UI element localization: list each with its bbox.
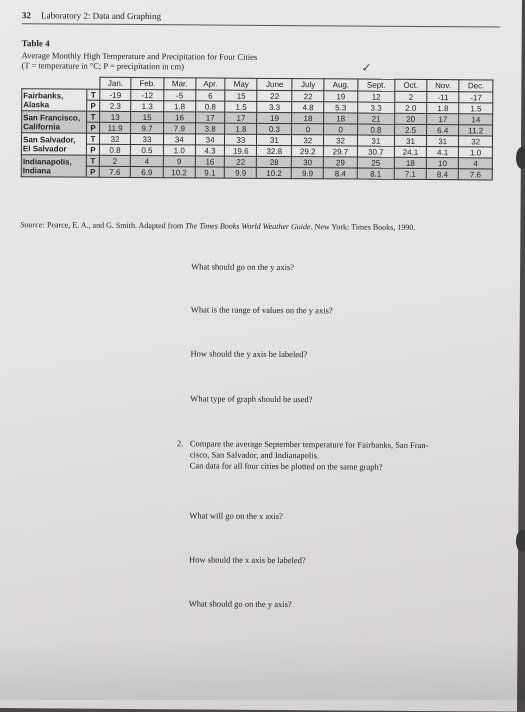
question-y-axis: What should go on the y axis?: [191, 261, 295, 273]
data-cell: -5: [164, 90, 196, 101]
month-header: Dec.: [459, 80, 493, 92]
data-cell: 0: [292, 124, 324, 135]
data-cell: 4.1: [426, 147, 458, 158]
city-name: San Francisco,: [23, 112, 81, 123]
city-region: Indiana: [22, 165, 51, 175]
data-cell: 2.0: [395, 102, 427, 113]
measure-code-cell: P: [86, 144, 99, 155]
data-cell: 19: [257, 112, 292, 123]
month-header: Feb.: [131, 77, 164, 89]
data-cell: 7.6: [459, 169, 493, 180]
data-cell: -11: [427, 92, 459, 103]
table-source: [20, 220, 415, 232]
data-cell: 0.8: [357, 124, 394, 135]
source-authors: Pearce, E. A., and G. Smith. Adapted from: [44, 220, 186, 231]
data-cell: 0: [324, 124, 358, 135]
data-cell: 1.3: [131, 100, 164, 111]
data-cell: 0.3: [257, 123, 292, 134]
city-name: Indianapolis,: [22, 156, 72, 167]
question-2-line-1: Compare the average September temperature for Fairbanks, San Fran-: [189, 438, 429, 451]
month-header: Apr.: [196, 78, 226, 90]
data-cell: 33: [131, 133, 164, 144]
data-cell: 31: [357, 135, 394, 146]
question-2-prompt: [190, 438, 429, 473]
page-header: [22, 10, 161, 21]
data-cell: 1.8: [427, 103, 459, 114]
data-cell: 34: [195, 134, 225, 145]
data-cell: 0.5: [131, 144, 164, 155]
header-rule: [22, 23, 500, 27]
data-cell: 9.1: [195, 167, 225, 178]
pen-check-mark: ✓: [361, 60, 372, 75]
month-header: Mar.: [164, 78, 196, 90]
precipitation-row: [21, 166, 492, 180]
caption-line-2: (T = temperature in °C; P = precipitation in cm): [21, 60, 184, 72]
data-cell: 18: [324, 113, 358, 124]
month-header: Sept.: [358, 79, 395, 91]
data-cell: 18: [292, 113, 324, 124]
caption-line-1: Average Monthly High Temperature and Precipitation for Four Cities: [21, 50, 258, 62]
data-cell: 1.8: [225, 123, 257, 134]
blank-header-cell: [87, 77, 100, 89]
data-cell: 25: [357, 157, 394, 168]
data-cell: 4: [459, 158, 493, 169]
data-cell: 7.6: [99, 166, 130, 177]
data-cell: 0.8: [195, 101, 225, 112]
data-cell: 15: [131, 111, 164, 122]
question-graph-type: What type of graph should be used?: [190, 393, 313, 405]
data-cell: 8.1: [357, 168, 394, 179]
measure-code-cell: T: [86, 155, 99, 166]
data-cell: 5.3: [324, 102, 358, 113]
data-cell: 13: [100, 111, 131, 122]
data-cell: 9.7: [131, 122, 164, 133]
question-2-line-2: cisco, San Salvador, and Indianapolis.: [189, 449, 320, 461]
data-cell: 9.9: [225, 167, 257, 178]
city-name-cell: [21, 155, 86, 177]
data-cell: 17: [195, 112, 225, 123]
table-title: Table 4: [21, 38, 50, 49]
data-cell: 2.5: [395, 124, 427, 135]
data-cell: 3.8: [195, 123, 225, 134]
source-publisher: . New York: Times Books, 1990.: [310, 222, 416, 232]
month-header: May: [225, 78, 257, 90]
data-cell: 8.4: [324, 168, 358, 179]
data-cell: 29.7: [324, 146, 358, 157]
data-cell: 16: [163, 112, 195, 123]
binder-hole: [516, 530, 525, 552]
question-2-line-3: Can data for all four cities be plotted on the same graph?: [189, 460, 383, 472]
data-cell: 18: [394, 157, 426, 168]
data-cell: 2.3: [100, 100, 131, 111]
data-cell: 3.3: [257, 101, 292, 112]
city-region: Alaska: [23, 99, 50, 109]
month-header: July: [292, 79, 324, 91]
data-cell: 19.6: [225, 145, 257, 156]
question-y-label: How should the y axis be labeled?: [190, 348, 308, 360]
data-cell: 11.2: [459, 125, 493, 136]
data-cell: 28: [257, 156, 292, 167]
data-cell: 1.0: [459, 147, 493, 158]
data-cell: 2: [99, 155, 130, 166]
data-cell: 10.2: [163, 167, 195, 178]
data-cell: 16: [195, 156, 225, 167]
data-cell: 22: [292, 91, 324, 102]
data-cell: 9: [163, 156, 195, 167]
data-cell: 4: [130, 155, 163, 166]
data-cell: 32: [324, 135, 358, 146]
data-cell: 10.2: [257, 167, 292, 178]
temperature-precipitation-table: [21, 76, 494, 180]
data-cell: 7.9: [163, 123, 195, 134]
data-cell: 31: [426, 136, 458, 147]
data-cell: -19: [100, 89, 131, 100]
data-cell: 8.4: [426, 169, 458, 180]
month-header: Oct.: [395, 79, 427, 91]
question-x-axis: What will go on the x axis?: [189, 510, 283, 522]
measure-code-cell: P: [86, 166, 99, 177]
source-label: Source:: [20, 220, 46, 230]
data-cell: 29.2: [292, 146, 324, 157]
data-cell: -17: [459, 92, 493, 103]
data-cell: 14: [459, 114, 493, 125]
city-name: Fairbanks,: [23, 90, 64, 100]
data-cell: 2: [395, 91, 427, 102]
data-cell: 32.8: [257, 145, 292, 156]
data-cell: 1.5: [225, 101, 257, 112]
data-cell: 7.1: [394, 168, 426, 179]
data-cell: 17: [427, 114, 459, 125]
data-cell: 1.8: [164, 101, 196, 112]
data-cell: 6: [196, 90, 226, 101]
month-header: Aug.: [324, 79, 358, 91]
data-cell: 32: [99, 133, 130, 144]
data-cell: 24.1: [394, 146, 426, 157]
data-cell: 17: [225, 112, 257, 123]
data-cell: 21: [357, 113, 394, 124]
measure-code-cell: T: [87, 89, 100, 100]
question-y-range: What is the range of values on the y axis?: [190, 304, 333, 316]
data-cell: 34: [163, 134, 195, 145]
data-cell: 9.9: [292, 168, 324, 179]
city-name-cell: [22, 111, 87, 133]
chapter-title: Laboratory 2: Data and Graphing: [41, 10, 162, 22]
data-cell: 32: [292, 135, 324, 146]
month-header: Jan.: [100, 77, 131, 89]
data-cell: -12: [131, 89, 164, 100]
city-name: San Salvador,: [22, 134, 76, 145]
city-name-cell: [22, 89, 87, 111]
data-cell: 6.4: [427, 125, 459, 136]
data-cell: 22: [257, 90, 292, 101]
data-cell: 33: [225, 134, 257, 145]
question-y-axis-2: What should go on the y axis?: [188, 598, 292, 610]
blank-header-cell: [22, 77, 87, 89]
source-book-title: The Times Books World Weather Guide: [185, 221, 311, 232]
binder-hole: [516, 147, 525, 169]
city-region: El Salvador: [22, 143, 67, 154]
city-name-cell: [21, 133, 86, 155]
data-cell: 32: [459, 136, 493, 147]
data-cell: 4.8: [292, 102, 324, 113]
data-cell: 1.0: [163, 145, 195, 156]
measure-code-cell: P: [87, 122, 100, 133]
data-cell: 1.5: [459, 103, 493, 114]
table-caption: [21, 50, 257, 72]
city-region: California: [23, 121, 61, 131]
data-cell: 10: [426, 158, 458, 169]
month-header: June: [257, 78, 292, 90]
question-x-label: How should the x axis be labeled?: [189, 554, 306, 566]
data-cell: 22: [225, 156, 257, 167]
data-cell: 12: [358, 91, 395, 102]
data-cell: 30.7: [357, 146, 394, 157]
month-header: Nov.: [427, 80, 460, 92]
question-number-2: 2.: [176, 438, 184, 449]
data-cell: 29: [324, 157, 358, 168]
page-number: 32: [21, 10, 31, 21]
data-cell: 6.9: [130, 166, 163, 177]
data-cell: 30: [292, 157, 324, 168]
data-cell: 31: [257, 134, 292, 145]
data-cell: 0.8: [99, 144, 130, 155]
data-cell: 31: [395, 135, 427, 146]
measure-code-cell: T: [86, 133, 99, 144]
data-cell: 20: [395, 113, 427, 124]
measure-code-cell: P: [87, 100, 100, 111]
data-cell: 3.3: [357, 102, 394, 113]
data-cell: 4.3: [195, 145, 225, 156]
data-cell: 11.9: [100, 122, 131, 133]
data-cell: 19: [324, 91, 358, 102]
measure-code-cell: T: [87, 111, 100, 122]
data-cell: 15: [225, 90, 257, 101]
